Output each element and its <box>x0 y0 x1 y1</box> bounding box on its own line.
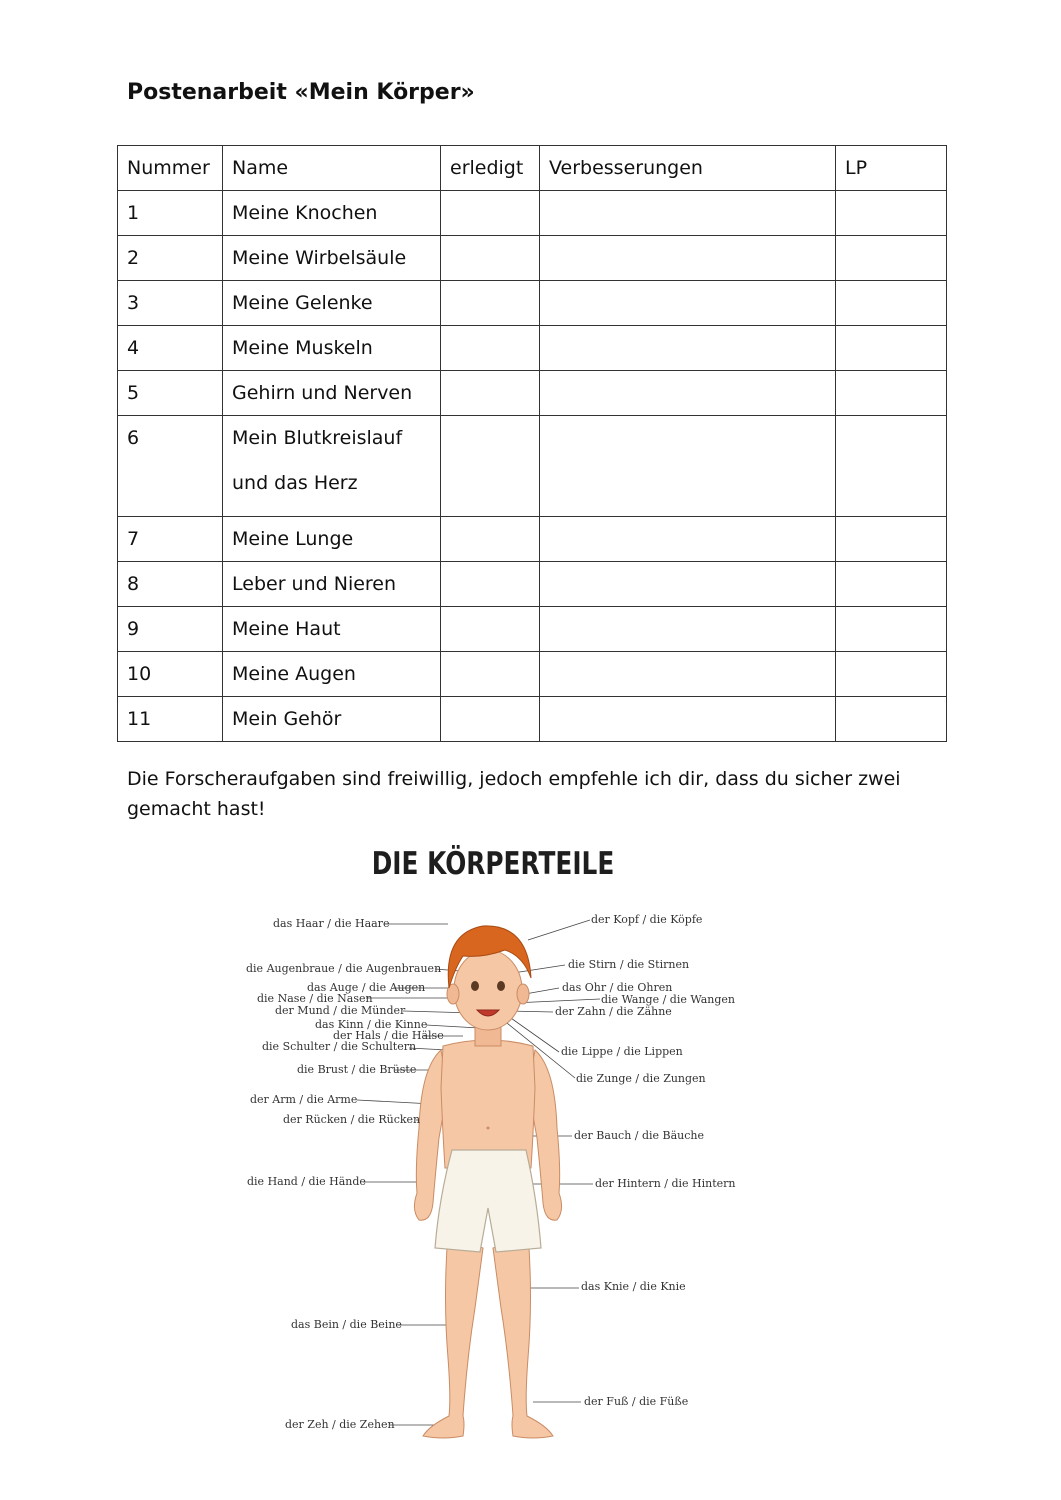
label-augenbraue: die Augenbraue / die Augenbrauen <box>246 962 442 975</box>
row-lp-cell[interactable] <box>836 281 947 326</box>
row-verbesserungen-cell[interactable] <box>540 652 836 697</box>
row-erledigt-cell[interactable] <box>441 326 540 371</box>
row-number: 6 <box>118 416 223 517</box>
table-row <box>118 236 947 281</box>
row-number: 10 <box>118 652 223 697</box>
label-bein: das Bein / die Beine <box>291 1318 402 1331</box>
row-name: Meine Lunge <box>223 517 441 562</box>
instruction-note: Die Forscheraufgaben sind freiwillig, jedoch empfehle ich dir, dass du sicher zwei gemacht hast! <box>127 768 901 820</box>
header-lp: LP <box>836 146 947 191</box>
row-erledigt-cell[interactable] <box>441 371 540 416</box>
row-verbesserungen-cell[interactable] <box>540 236 836 281</box>
station-table <box>117 145 947 742</box>
table-row <box>118 697 947 742</box>
header-nummer: Nummer <box>118 146 223 191</box>
table-row <box>118 371 947 416</box>
label-kinn: das Kinn / die Kinne <box>315 1018 428 1031</box>
row-erledigt-cell[interactable] <box>441 607 540 652</box>
row-verbesserungen-cell[interactable] <box>540 281 836 326</box>
row-verbesserungen-cell[interactable] <box>540 517 836 562</box>
row-number: 3 <box>118 281 223 326</box>
label-bauch: der Bauch / die Bäuche <box>574 1129 705 1142</box>
poster-title: DIE KÖRPERTEILE <box>371 846 615 882</box>
label-zeh: der Zeh / die Zehen <box>285 1418 395 1431</box>
label-lippe: die Lippe / die Lippen <box>561 1045 683 1058</box>
table-row <box>118 652 947 697</box>
row-verbesserungen-cell[interactable] <box>540 191 836 236</box>
row-lp-cell[interactable] <box>836 326 947 371</box>
body-parts-poster <box>243 838 736 1450</box>
row-name: Meine Wirbelsäule <box>223 236 441 281</box>
row-number: 4 <box>118 326 223 371</box>
row-erledigt-cell[interactable] <box>441 416 540 517</box>
row-lp-cell[interactable] <box>836 517 947 562</box>
row-name-line2: und das Herz <box>232 472 358 494</box>
row-erledigt-cell[interactable] <box>441 281 540 326</box>
header-name: Name <box>223 146 441 191</box>
row-verbesserungen-cell[interactable] <box>540 416 836 517</box>
label-arm: der Arm / die Arme <box>250 1093 358 1106</box>
label-wange: die Wange / die Wangen <box>601 993 736 1006</box>
label-zahn: der Zahn / die Zähne <box>555 1005 672 1018</box>
label-mund: der Mund / die Münder <box>275 1004 406 1017</box>
row-lp-cell[interactable] <box>836 191 947 236</box>
label-knie: das Knie / die Knie <box>581 1280 686 1293</box>
table-header-row <box>118 146 947 191</box>
table-row <box>118 281 947 326</box>
label-hals: der Hals / die Hälse <box>333 1029 444 1042</box>
row-number: 2 <box>118 236 223 281</box>
row-name-line1: Mein Blutkreislauf <box>232 427 403 449</box>
label-stirn: die Stirn / die Stirnen <box>568 958 690 971</box>
row-lp-cell[interactable] <box>836 607 947 652</box>
row-verbesserungen-cell[interactable] <box>540 371 836 416</box>
row-erledigt-cell[interactable] <box>441 562 540 607</box>
label-kopf: der Kopf / die Köpfe <box>591 913 703 926</box>
row-name: Meine Gelenke <box>223 281 441 326</box>
label-nase: die Nase / die Nasen <box>257 992 373 1005</box>
row-name: Meine Muskeln <box>223 326 441 371</box>
header-erledigt: erledigt <box>441 146 540 191</box>
row-verbesserungen-cell[interactable] <box>540 326 836 371</box>
row-name: Meine Haut <box>223 607 441 652</box>
row-name: Leber und Nieren <box>223 562 441 607</box>
row-number: 9 <box>118 607 223 652</box>
row-name <box>223 416 441 517</box>
row-number: 11 <box>118 697 223 742</box>
page-title: Postenarbeit «Mein Körper» <box>127 80 475 105</box>
row-number: 5 <box>118 371 223 416</box>
row-erledigt-cell[interactable] <box>441 236 540 281</box>
row-name: Gehirn und Nerven <box>223 371 441 416</box>
table-row <box>118 607 947 652</box>
row-lp-cell[interactable] <box>836 236 947 281</box>
row-lp-cell[interactable] <box>836 416 947 517</box>
label-brust: die Brust / die Brüste <box>297 1063 417 1076</box>
row-lp-cell[interactable] <box>836 652 947 697</box>
row-verbesserungen-cell[interactable] <box>540 697 836 742</box>
row-number: 7 <box>118 517 223 562</box>
label-haar: das Haar / die Haare <box>273 917 390 930</box>
label-hand: die Hand / die Hände <box>247 1175 366 1188</box>
row-erledigt-cell[interactable] <box>441 517 540 562</box>
row-verbesserungen-cell[interactable] <box>540 562 836 607</box>
row-erledigt-cell[interactable] <box>441 652 540 697</box>
header-verbesserungen: Verbesserungen <box>540 146 836 191</box>
row-number: 1 <box>118 191 223 236</box>
table-row <box>118 517 947 562</box>
row-verbesserungen-cell[interactable] <box>540 607 836 652</box>
label-zunge: die Zunge / die Zungen <box>576 1072 706 1085</box>
row-erledigt-cell[interactable] <box>441 191 540 236</box>
label-hintern: der Hintern / die Hintern <box>595 1177 736 1190</box>
row-name: Meine Knochen <box>223 191 441 236</box>
label-ruecken: der Rücken / die Rücken <box>283 1113 421 1126</box>
row-erledigt-cell[interactable] <box>441 697 540 742</box>
row-lp-cell[interactable] <box>836 562 947 607</box>
row-name: Mein Gehör <box>223 697 441 742</box>
table-row <box>118 416 947 517</box>
table-row <box>118 326 947 371</box>
table-row <box>118 191 947 236</box>
row-lp-cell[interactable] <box>836 697 947 742</box>
row-name: Meine Augen <box>223 652 441 697</box>
label-auge: das Auge / die Augen <box>307 981 426 994</box>
table-row <box>118 562 947 607</box>
label-fuss: der Fuß / die Füße <box>584 1395 689 1408</box>
row-number: 8 <box>118 562 223 607</box>
row-lp-cell[interactable] <box>836 371 947 416</box>
label-ohr: das Ohr / die Ohren <box>562 981 673 994</box>
label-schulter: die Schulter / die Schultern <box>262 1040 417 1053</box>
